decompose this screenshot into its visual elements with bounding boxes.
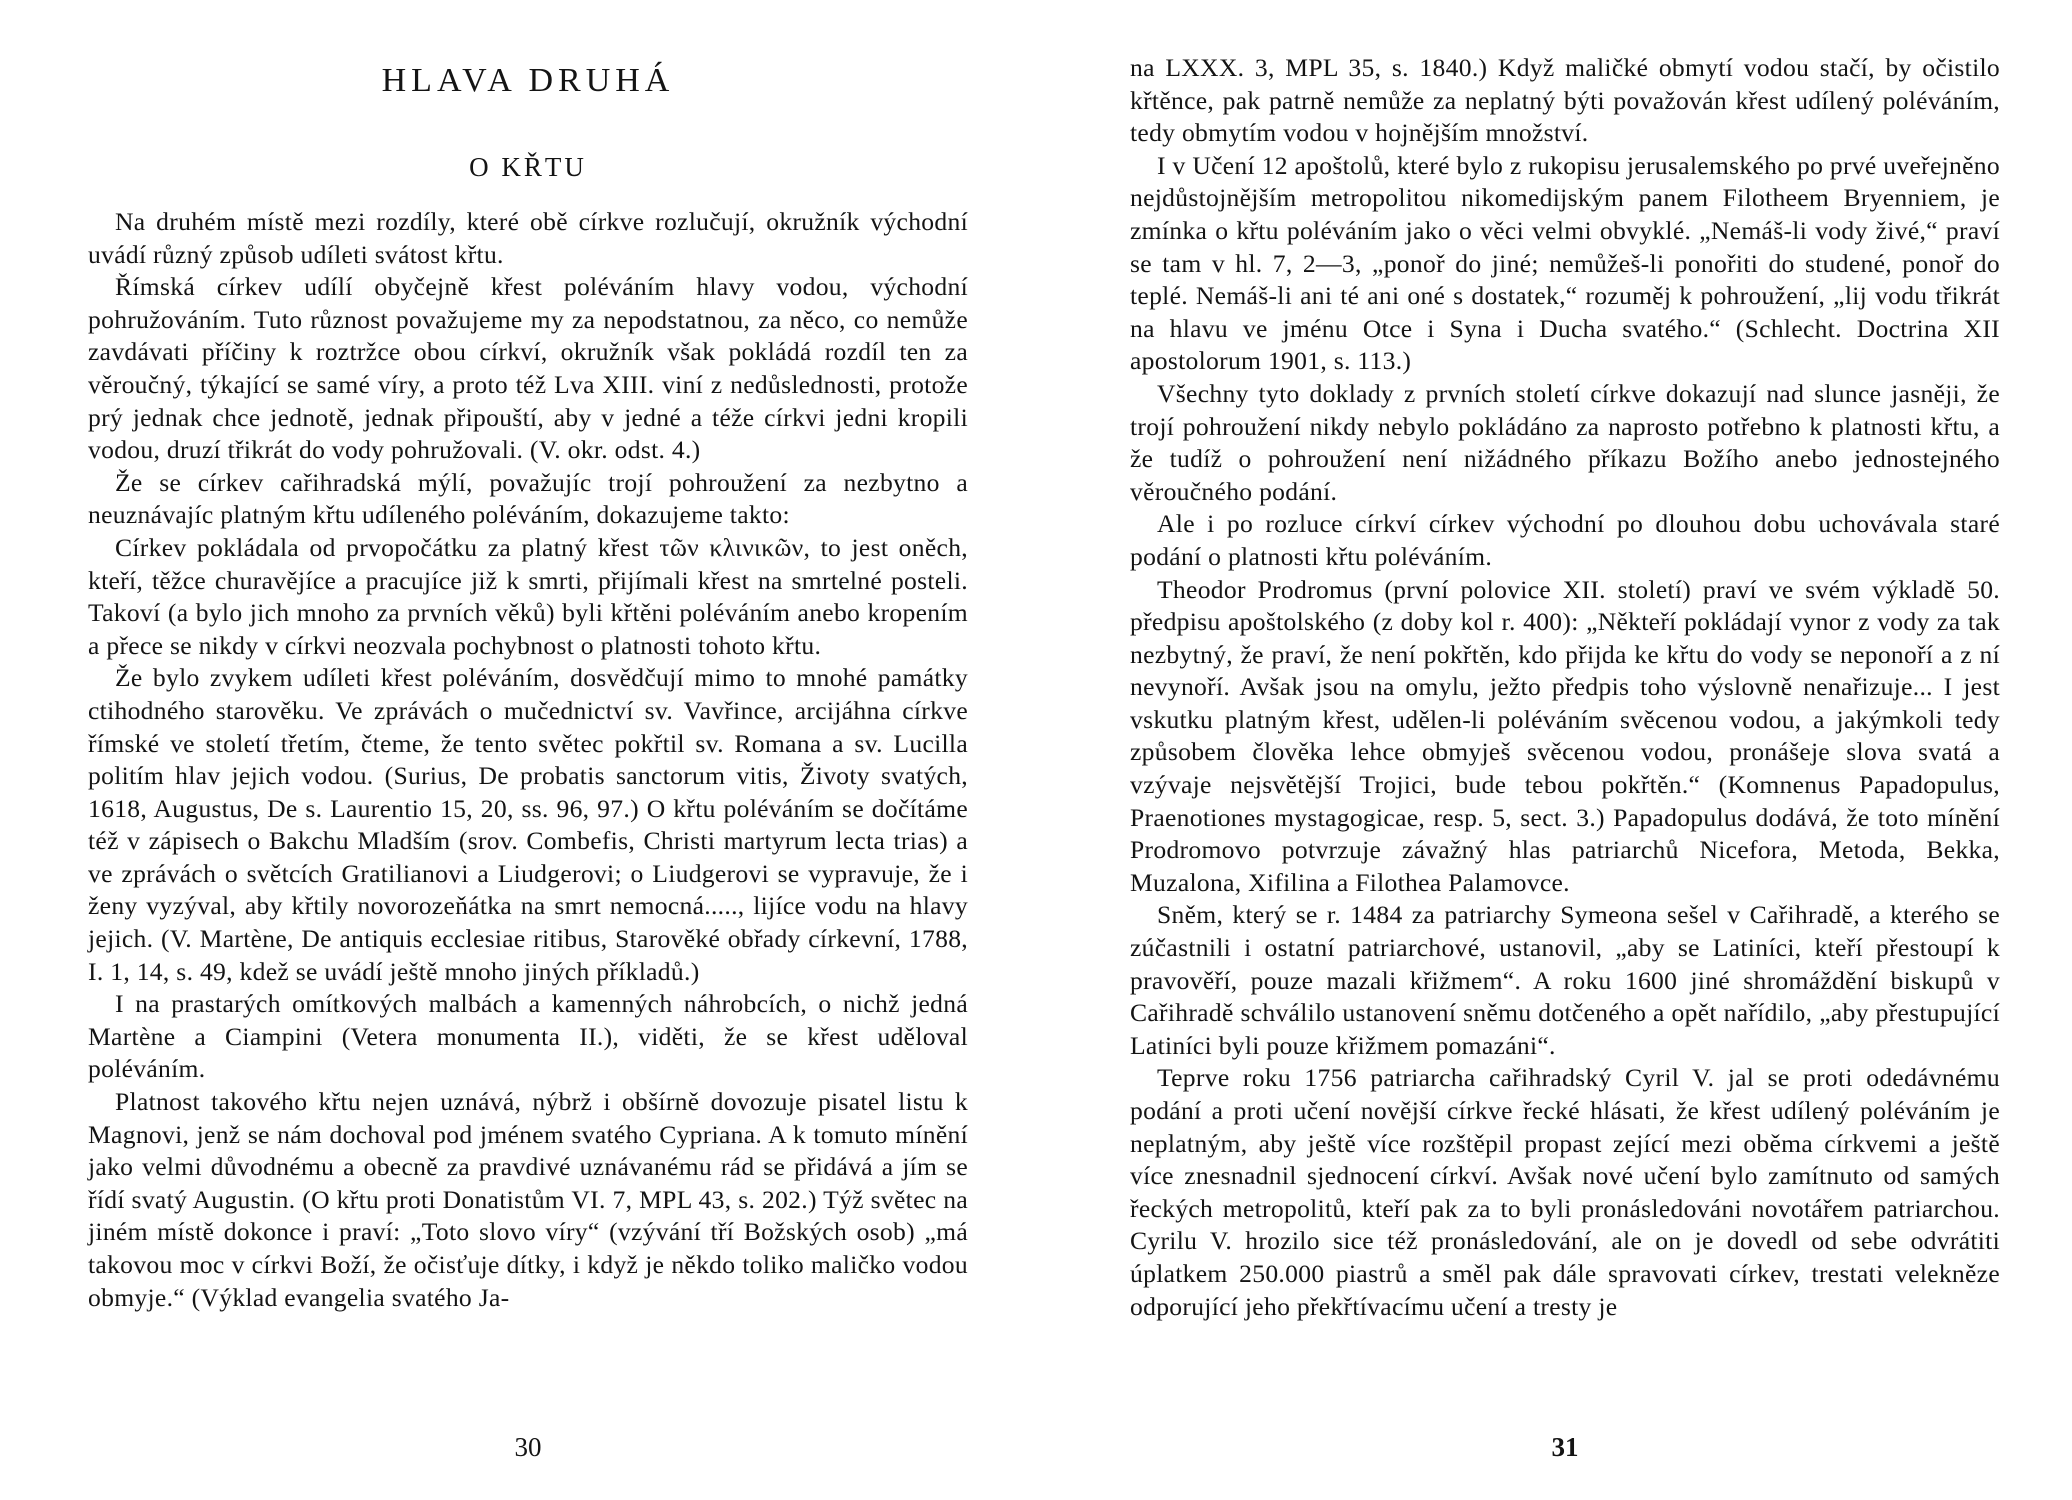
chapter-subtitle: O KŘTU bbox=[469, 152, 587, 182]
paragraph: Římská církev udílí obyčejně křest poléváním hlavy vodou, východní pohružováním. Tuto různost považujeme my za nepodstatnou, za něco, co nemůže zavdávati příčiny k roztržce obou církví, okružník však pokládá rozdíl ten za věroučný, týkající se samé víry, a proto též Lva XIII. viní z nedůslednosti, protože prý jednak chce jednotě, jednak připouští, aby v jedné a téže církvi jedni kropili vodou, druzí třikrát do vody pohružovali. (V. okr. odst. 4.) bbox=[88, 272, 968, 465]
paragraph-continuation: na LXXX. 3, MPL 35, s. 1840.) Když maličké obmytí vodou stačí, by očistilo křtěnce, pak patrně nemůže za neplatný býti považován křest udílený poléváním, tedy obmytím vodou v hojnějším množství. bbox=[1130, 53, 2000, 148]
left-page bbox=[88, 0, 968, 1500]
paragraph: Na druhém místě mezi rozdíly, které obě církve rozlučují, okružník východní uvádí různý způsob udíleti svátost křtu. bbox=[88, 207, 968, 269]
right-page-body bbox=[1130, 52, 2000, 1323]
paragraph: Teprve roku 1756 patriarcha cařihradský Cyril V. jal se proti odedávnému podání a proti učení novější církve řecké hlásati, že křest udílený poléváním je neplatným, aby ještě více rozštěpil propast zející mezi oběma církvemi a ještě více znesnadnil sjednocení církví. Avšak nové učení bylo zamítnuto od samých řeckých metropolitů, kteří pak za to byli pronásledováni novotářem patriarchou. Cyrilu V. hrozilo sice též pronásledování, ale on je dovedl od sebe odvrátiti úplatkem 250.000 piastrů a směl pak dále spravovati církev, trestati velekněze odporující jeho překřtívacímu učení a tresty je bbox=[1130, 1063, 2000, 1321]
right-page bbox=[1130, 0, 2000, 1500]
paragraph: Že se církev cařihradská mýlí, považujíc trojí pohroužení za nezbytno a neuznávajíc platným křtu udíleného poléváním, dokazujeme takto: bbox=[88, 467, 968, 530]
paragraph: Všechny tyto doklady z prvních století církve dokazují nad slunce jasněji, že trojí pohroužení nikdy nebylo pokládáno za naprosto potřebno k platnosti křtu, a že tudíž o pohroužení není nižádného příkazu Božího anebo jednostejného věroučného podání. bbox=[1130, 378, 2000, 506]
paragraph: Ale i po rozluce církví církev východní po dlouhou dobu uchovávala staré podání o platnosti křtu poléváním. bbox=[1130, 509, 2000, 571]
paragraph: Platnost takového křtu nejen uznává, nýbrž i obšírně dovozuje pisatel listu k Magnovi, jenž se nám dochoval pod jménem svatého Cypriana. A k tomuto mínění jako velmi důvodnému a obecně za pravdivé uznávanému rád se přidává a jím se řídí svatý Augustin. (O křtu proti Donatistům VI. 7, MPL 43, s. 202.) Týž světec na jiném místě dokonce i praví: „Toto slovo víry“ (vzývání tří Božských osob) „má takovou moc v církvi Boží, že očisťuje dítky, i když je někdo toliko maličko vodou obmyje.“ (Výklad evangelia svatého Ja- bbox=[88, 1087, 968, 1312]
left-page-body bbox=[88, 206, 968, 1314]
paragraph: Theodor Prodromus (první polovice XII. století) praví ve svém výkladě 50. předpisu apoštolského (z doby kol r. 400): „Někteří pokládají vynor z vody za tak nezbytný, že praví, že není pokřtěn, kdo přijda ke křtu do vody se neponoří a z ní nevynoří. Avšak jsou na omylu, ježto předpis toho výslovně nenařizuje... I jest vskutku platným křest, udělen-li poléváním svěcenou vodou, a jakýmkoli tedy způsobem člověka lehce obmyješ svěcenou vodou, pronášeje slova svatá a vzývaje nejsvětější Trojici, bude tebou pokřtěn.“ (Komnenus Papadopulus, Praenotiones mystagogicae, resp. 5, sect. 3.) Papadopulus dodává, že toto mínění Prodromovo potvrzuje závažný hlas patriarchů Nicefora, Metoda, Bekka, Muzalona, Xifilina a Filothea Palamovce. bbox=[1130, 574, 2000, 897]
chapter-heading: HLAVA DRUHÁ bbox=[381, 62, 675, 99]
paragraph: Sněm, který se r. 1484 za patriarchy Symeona sešel v Cařihradě, a kterého se zúčastnili i ostatní patriarchové, ustanovil, „aby se Latiníci, kteří přestoupí k pravověří, pouze mazali křižmem“. A roku 1600 jiné shromáždění biskupů v Cařihradě schválilo ustanovení sněmu dotčeného a opět nařídilo, „aby přestupující Latiníci byli pouze křižmem pomazáni“. bbox=[1130, 900, 2000, 1060]
page-number: 30 bbox=[514, 1432, 542, 1462]
paragraph: I na prastarých omítkových malbách a kamenných náhrobcích, o nichž jedná Martène a Ciampini (Vetera monumenta II.), viděti, že se křest uděloval poléváním. bbox=[88, 989, 968, 1084]
paragraph: Církev pokládala od prvopočátku za platný křest τῶν κλινικῶν, to jest oněch, kteří, těžce churavějíce a pracujíce již k smrti, přijímali křest na smrtelné posteli. Takoví (a bylo jich mnoho za prvních věků) byli křtěni poléváním anebo kropením a přece se nikdy v církvi neozvala pochybnost o platnosti tohoto křtu. bbox=[88, 532, 968, 660]
paragraph: Že bylo zvykem udíleti křest poléváním, dosvědčují mimo to mnohé památky ctihodného starověku. Ve zprávách o mučednictví sv. Vavřince, arcijáhna církve římské ve století třetím, čteme, že tento světec pokřtil sv. Romana a sv. Lucilla politím hlav jejich vodou. (Surius, De probatis sanctorum vitis, Životy svatých, 1618, Augustus, De s. Laurentio 15, 20, ss. 96, 97.) O křtu poléváním se dočítáme též v zápisech o Bakchu Mladším (srov. Combefis, Christi martyrum lecta trias) a ve zprávách o světcích Gratilianovi a Liudgerovi; o Liudgerovi se vypravuje, že i ženy vyzýval, aby křtily novorozeňátka na smrt nemocná....., lijíce vodu na hlavy jejich. (V. Martène, De antiquis ecclesiae ritibus, Starověké obřady církevní, 1788, I. 1, 14, s. 49, kdež se uvádí ještě mnoho jiných příkladů.) bbox=[88, 663, 968, 986]
page-number: 31 bbox=[1551, 1432, 1579, 1462]
paragraph: I v Učení 12 apoštolů, které bylo z rukopisu jerusalemského po prvé uveřejněno nejdůstojnějším metropolitou nikomedijským panem Filotheem Bryenniem, je zmínka o křtu poléváním jako o věci velmi obvyklé. „Nemáš-li vody živé,“ praví se tam v hl. 7, 2—3, „ponoř do jiné; nemůžeš-li ponořiti do studené, ponoř do teplé. Nemáš-li ani té ani oné s dostatek,“ rozuměj k pohroužení, „lij vodu třikrát na hlavu ve jménu Otce i Syna i Ducha svatého.“ (Schlecht. Doctrina XII apostolorum 1901, s. 113.) bbox=[1130, 150, 2000, 376]
